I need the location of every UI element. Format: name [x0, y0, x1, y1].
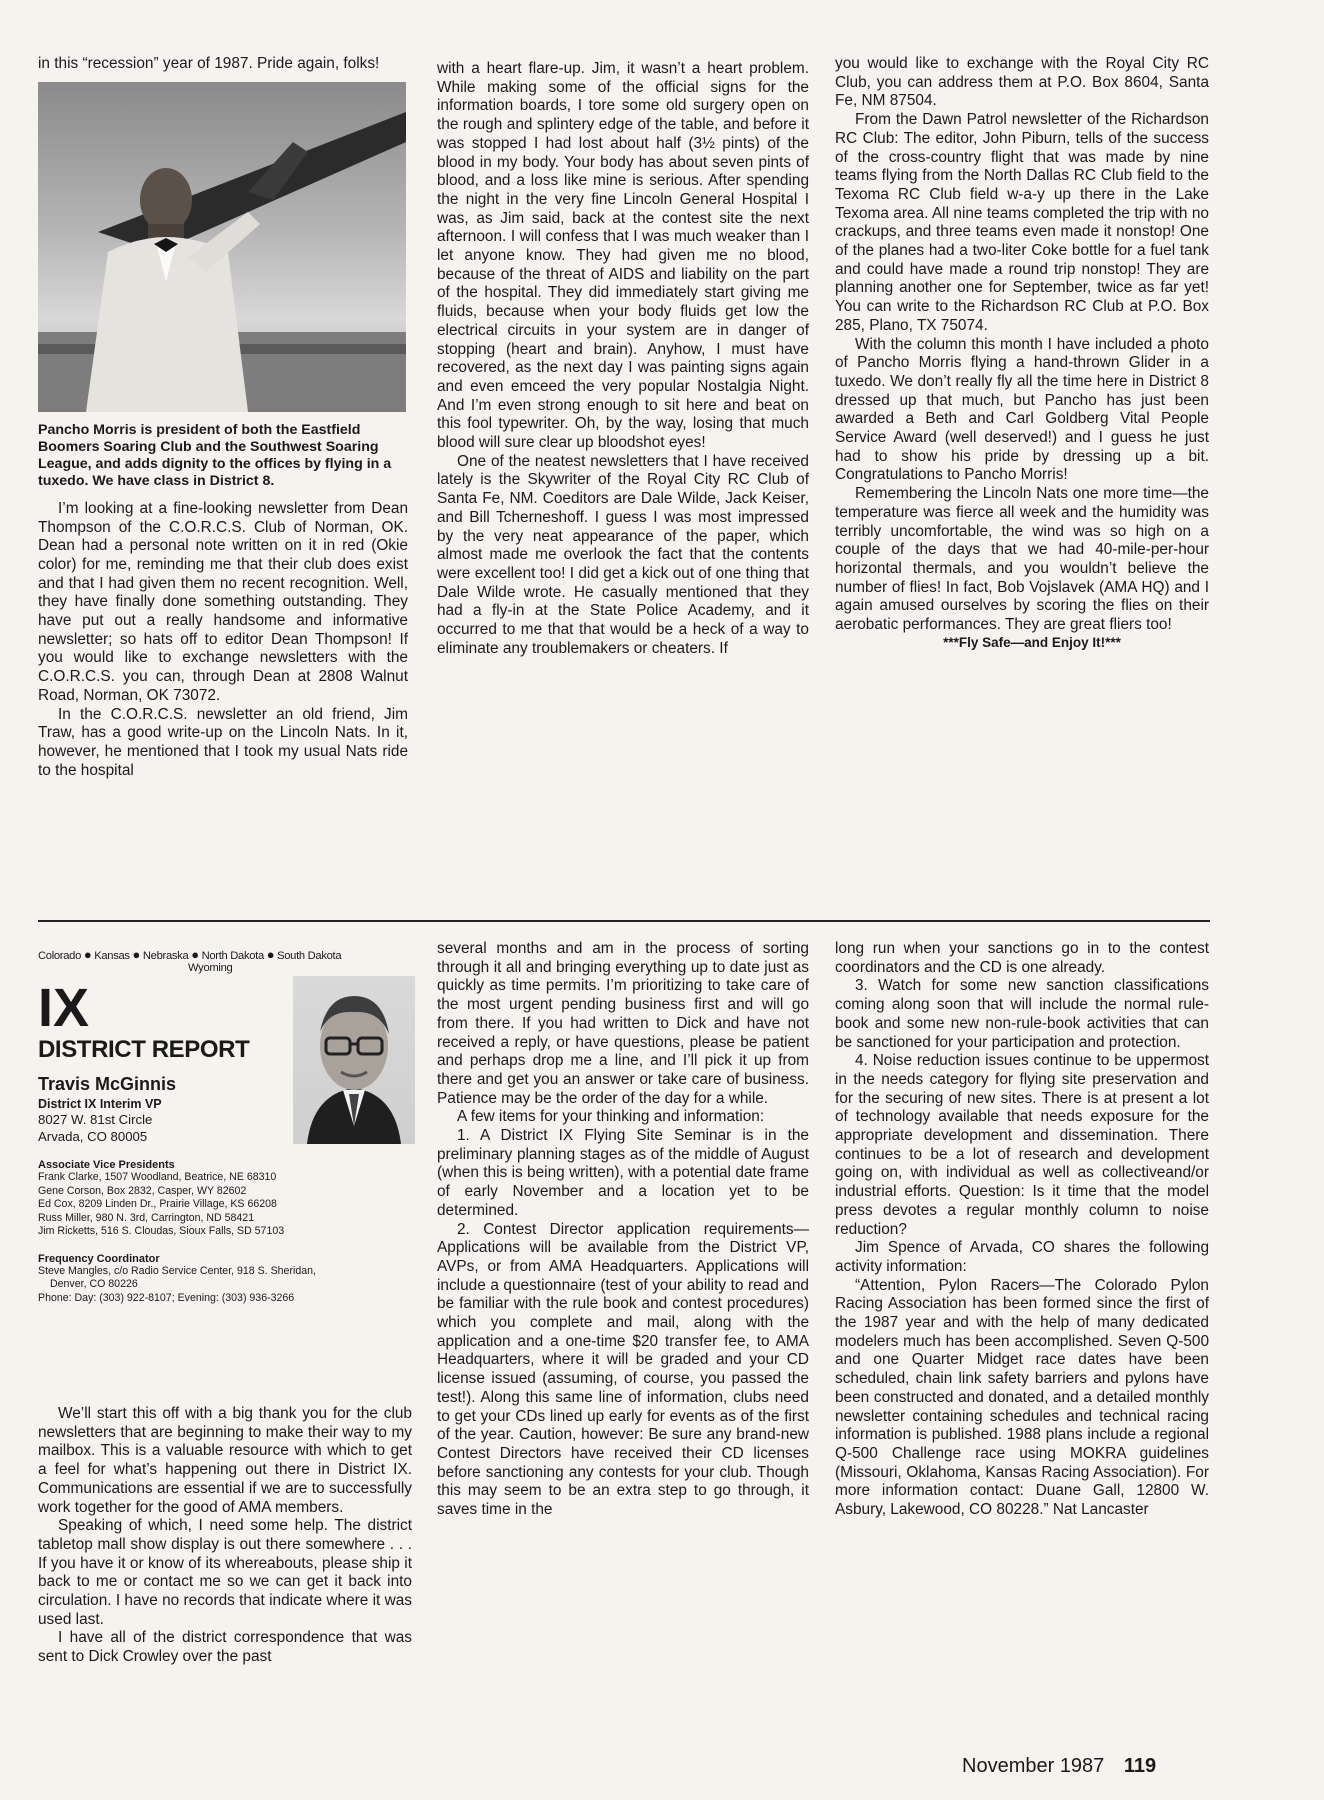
vp-address-line: Arvada, CO 80005 [38, 1128, 148, 1144]
assoc-vp-line: Ed Cox, 8209 Linden Dr., Prairie Village, KS 66208 [38, 1198, 277, 1211]
travis-mcginnis-portrait [293, 976, 415, 1144]
paragraph: One of the neatest newsletters that I have received lately is the Skywriter of the Royal City RC Club of Santa Fe, NM. Coeditors are Dale Wilde, Jack Keiser, and Bill Tcherneshoff. I guess I was most impressed by the very neat appearance of the paper, which almost made me overlook the fact that the contents were excellent too! I did get a kick out of one thing that Dale Wilde wrote. He casually mentioned that they had a fly-in at the State Police Academy, and it occurred to me that that would be a heck of a way to eliminate any troublemakers or cheaters. If [437, 452, 809, 657]
bullet-icon: ● [191, 947, 199, 962]
paragraph: 2. Contest Director application requirements—Applications will be available from the District VP, AVPs, or from AMA Headquarters. Applications will include a questionnaire (test of your ability to read and be familiar with the rule book and contest procedures) which you complete and mail, along with the application and a one-time $20 transfer fee, to AMA Headquarters, where it will be graded and your CD license issued (assuming, of course, you passed the test!). Along this same line of information, clubs need to get your CDs lined up early for events as of the first of the year. Caution, however: Be sure any brand-new Contest Directors have received their CD licenses before sanctioning any contests for your club. Though this may seem to be an extra step to go through, it saves time in the [437, 1220, 809, 1519]
freq-coordinator-line: Steve Mangles, c/o Radio Service Center, 918 S. Sheridan, [38, 1264, 316, 1277]
paragraph: “Attention, Pylon Racers—The Colorado Pylon Racing Association has been formed since the first of the 1987 year and with the help of many dedicated modelers much has been accomplished. Seven Q-500 and one Quarter Midget race dates have been scheduled, chain link safety barriers and pylons have been constructed and donated, and a detailed monthly newsletter containing schedules and technical racing information is published. 1988 plans include a regional Q-500 Challenge race using MOKRA guidelines (Missouri, Oklahoma, Kansas Racing Association). For more information contact: Duane Gall, 12800 W. Asbury, Lakewood, CO 80228.” Nat Lancaster [835, 1276, 1209, 1519]
paragraph: Remembering the Lincoln Nats one more time—the temperature was fierce all week and the humidity was terribly uncomfortable, the wind was so high on a couple of the days that we had 40-mile-per-hour horizontal thermals, and you wouldn’t believe the number of flies! In fact, Bob Vojslavek (AMA HQ) and I again amused ourselves by scoring the flies on their aerobatic performances. They are great fliers too! [835, 485, 1209, 634]
column-1 [38, 55, 408, 780]
district-numeral: IX [38, 977, 90, 1038]
column-3 [835, 55, 1209, 651]
paragraph: 1. A District IX Flying Site Seminar is in the preliminary planning stages as of the middle of August (when this is being written), with a potential date frame of early November and a location yet to be determined. [437, 1127, 809, 1219]
freq-coordinator-line: Phone: Day: (303) 922-8107; Evening: (303) 936-3266 [38, 1291, 295, 1304]
paragraph: I have all of the district correspondence that was sent to Dick Crowley over the past [38, 1629, 412, 1666]
assoc-vp-line: Russ Miller, 980 N. 3rd, Carrington, ND 58421 [38, 1211, 255, 1224]
state-name: Nebraska [142, 950, 189, 962]
column-5 [437, 940, 809, 1520]
state-name: Kansas [94, 950, 130, 962]
bullet-icon: ● [83, 947, 92, 962]
paragraph: several months and am in the process of sorting through it all and bringing everything up to date just as quickly as time permits. I’m prioritizing to take care of the most urgent pending business first and will go from there. If you had written to Dick and have not received a reply, or have questions, please be patient and perhaps drop me a line, and I’ll pick it up from there and get you an answer or take care of business. Patience may be the order of the day for a while. [437, 940, 809, 1107]
assoc-vp-heading: Associate Vice Presidents [38, 1159, 175, 1172]
column-4 [38, 1405, 412, 1667]
paragraph: I’m looking at a fine-looking newsletter from Dean Thompson of the C.O.R.C.S. Club of Norman, OK. Dean had a personal note written on it in red (Okie color) for me, reminding me that their club does exist and that I had given them no recent recognition. Well, they have finally done something outstanding. They have put out a really handsome and informative newsletter; so hats off to editor Dean Thompson! If you would like to exchange newsletters with the C.O.R.C.S. you can, through Dean at 2808 Walnut Road, Norman, OK 73072. [38, 499, 408, 704]
state-name: North Dakota [201, 950, 264, 962]
portrait-illustration [293, 976, 415, 1144]
assoc-vp-line: Gene Corson, Box 2832, Casper, WY 82602 [38, 1184, 247, 1197]
vp-name: Travis McGinnis [38, 1073, 177, 1094]
issue-date: November 1987 [962, 1755, 1105, 1777]
bullet-icon: ● [132, 947, 141, 962]
pancho-morris-photo [38, 82, 406, 412]
paragraph: With the column this month I have included a photo of Pancho Morris flying a hand-thrown Glider in a tuxedo. We don’t really fly all the time here in District 8 dressed up that much, but Pancho has just been awarded a Beth and Carl Goldberg Vital People Service Award (well deserved!) and I guess he just had to show his pride by dressing up a bit. Congratulations to Pancho Morris! [835, 335, 1209, 484]
paragraph: long run when your sanctions go in to the contest coordinators and the CD is one already. [835, 940, 1209, 976]
column-6 [835, 940, 1209, 1520]
paragraph: In the C.O.R.C.S. newsletter an old friend, Jim Traw, has a good write-up on the Lincoln Nats. In it, however, he mentioned that I took my usual Nats ride to the hospital [38, 705, 408, 779]
freq-coordinator-heading: Frequency Coordinator [38, 1252, 160, 1265]
paragraph: Speaking of which, I need some help. The district tabletop mall show display is out there somewhere . . . If you have it or know of its whereabouts, please ship it back to me or contact me so we can get it back into circulation. I have no records that indicate where it was used last. [38, 1517, 412, 1628]
paragraph: We’ll start this off with a big thank you for the club newsletters that are beginning to make their way to my mailbox. This is a valuable resource with which to get a feel for what’s happening out there in District IX. Communications are essential if we are to successfully work together for the good of AMA members. [38, 1405, 412, 1516]
assoc-vp-line: Frank Clarke, 1507 Woodland, Beatrice, NE 68310 [38, 1171, 277, 1184]
section-divider [38, 920, 1210, 922]
paragraph: From the Dawn Patrol newsletter of the Richardson RC Club: The editor, John Piburn, tells of the success of the cross-country flight that was made by nine teams flying from the North Dallas RC Club field to the Texoma RC Club field w-a-y up there in the Lake Texoma area. All nine teams completed the trip with no crackups, and three teams even made it nonstop! One of the planes had a two-liter Coke bottle for a fuel tank and could have made a round trip nonstop! They are planning another one for September, twice as far yet! You can write to the Richardson RC Club at P.O. Box 285, Plano, TX 75074. [835, 111, 1209, 334]
page-number: 119 [1123, 1755, 1157, 1777]
column-2 [437, 60, 809, 659]
bullet-icon: ● [266, 947, 275, 962]
paragraph: 3. Watch for some new sanction classifications coming along soon that will include the normal rule-book and some new non-rule-book activities that can be sanctioned for your participation and protection. [835, 977, 1209, 1051]
signoff: ***Fly Safe—and Enjoy It!*** [943, 634, 1121, 650]
district-ix-header [38, 948, 414, 1306]
paragraph: 4. Noise reduction issues continue to be uppermost in the needs category for flying site preservation and for the securing of new sites. There is at present a lot of technology available that needs exposure for the appropriate development and dissemination. There continues to be a lot of research and development going on, with individual as well as collectiveand/or industrial efforts. Question: Is it time that the model press devotes a regular monthly column to noise reduction? [835, 1052, 1209, 1238]
paragraph: you would like to exchange with the Royal City RC Club, you can address them at P.O. Box 8604, Santa Fe, NM 87504. [835, 55, 1209, 110]
district-report-title: DISTRICT REPORT [38, 1035, 250, 1063]
paragraph: with a heart flare-up. Jim, it wasn’t a heart problem. While making some of the official signs for the information boards, I tore some old surgery open on the rough and splintery edge of the table, and before it was stopped I had lost about half (3½ pints) of the blood in my body. Your body has about seven pints of blood, and a loss like mine is serious. After spending the night in the very fine Lincoln General Hospital I was, as Jim said, back at the contest site the next afternoon. I will confess that I was much weaker than I let anyone know. They had given me no blood, because of the threat of AIDS and liability on the part of the hospital. They did immediately start giving me fluids, because when your body fluids get low the electrical circuits in your system are in danger of stopping (heart and brain). Anyhow, I must have recovered, as the next day I was painting signs again and even emceed the very popular Nostalgia Night. And I’m even strong enough to sit here and beat on this fool typewriter. Oh, by the way, losing that much blood will sure clear up bloodshot eyes! [437, 60, 809, 452]
intro-text: in this “recession” year of 1987. Pride again, folks! [38, 55, 380, 72]
assoc-vp-line: Jim Ricketts, 516 S. Cloudas, Sioux Falls, SD 57103 [38, 1225, 285, 1238]
state-name: South Dakota [277, 950, 342, 962]
glider-tuxedo-illustration [38, 82, 406, 412]
vp-title: District IX Interim VP [38, 1096, 162, 1111]
paragraph: Jim Spence of Arvada, CO shares the following activity information: [835, 1239, 1209, 1275]
freq-coordinator-line: Denver, CO 80226 [50, 1278, 138, 1291]
page-footer [962, 1755, 1156, 1778]
vp-address-line: 8027 W. 81st Circle [38, 1111, 153, 1127]
photo-caption: Pancho Morris is president of both the Eastfield Boomers Soaring Club and the Southwest Soaring League, and adds dignity to the offices by flying in a tuxedo. We have class in District 8. [38, 421, 392, 489]
state-name: Colorado [38, 950, 82, 962]
state-name: Wyoming [188, 962, 233, 975]
state-list [38, 948, 414, 975]
paragraph: A few items for your thinking and information: [457, 1108, 765, 1126]
